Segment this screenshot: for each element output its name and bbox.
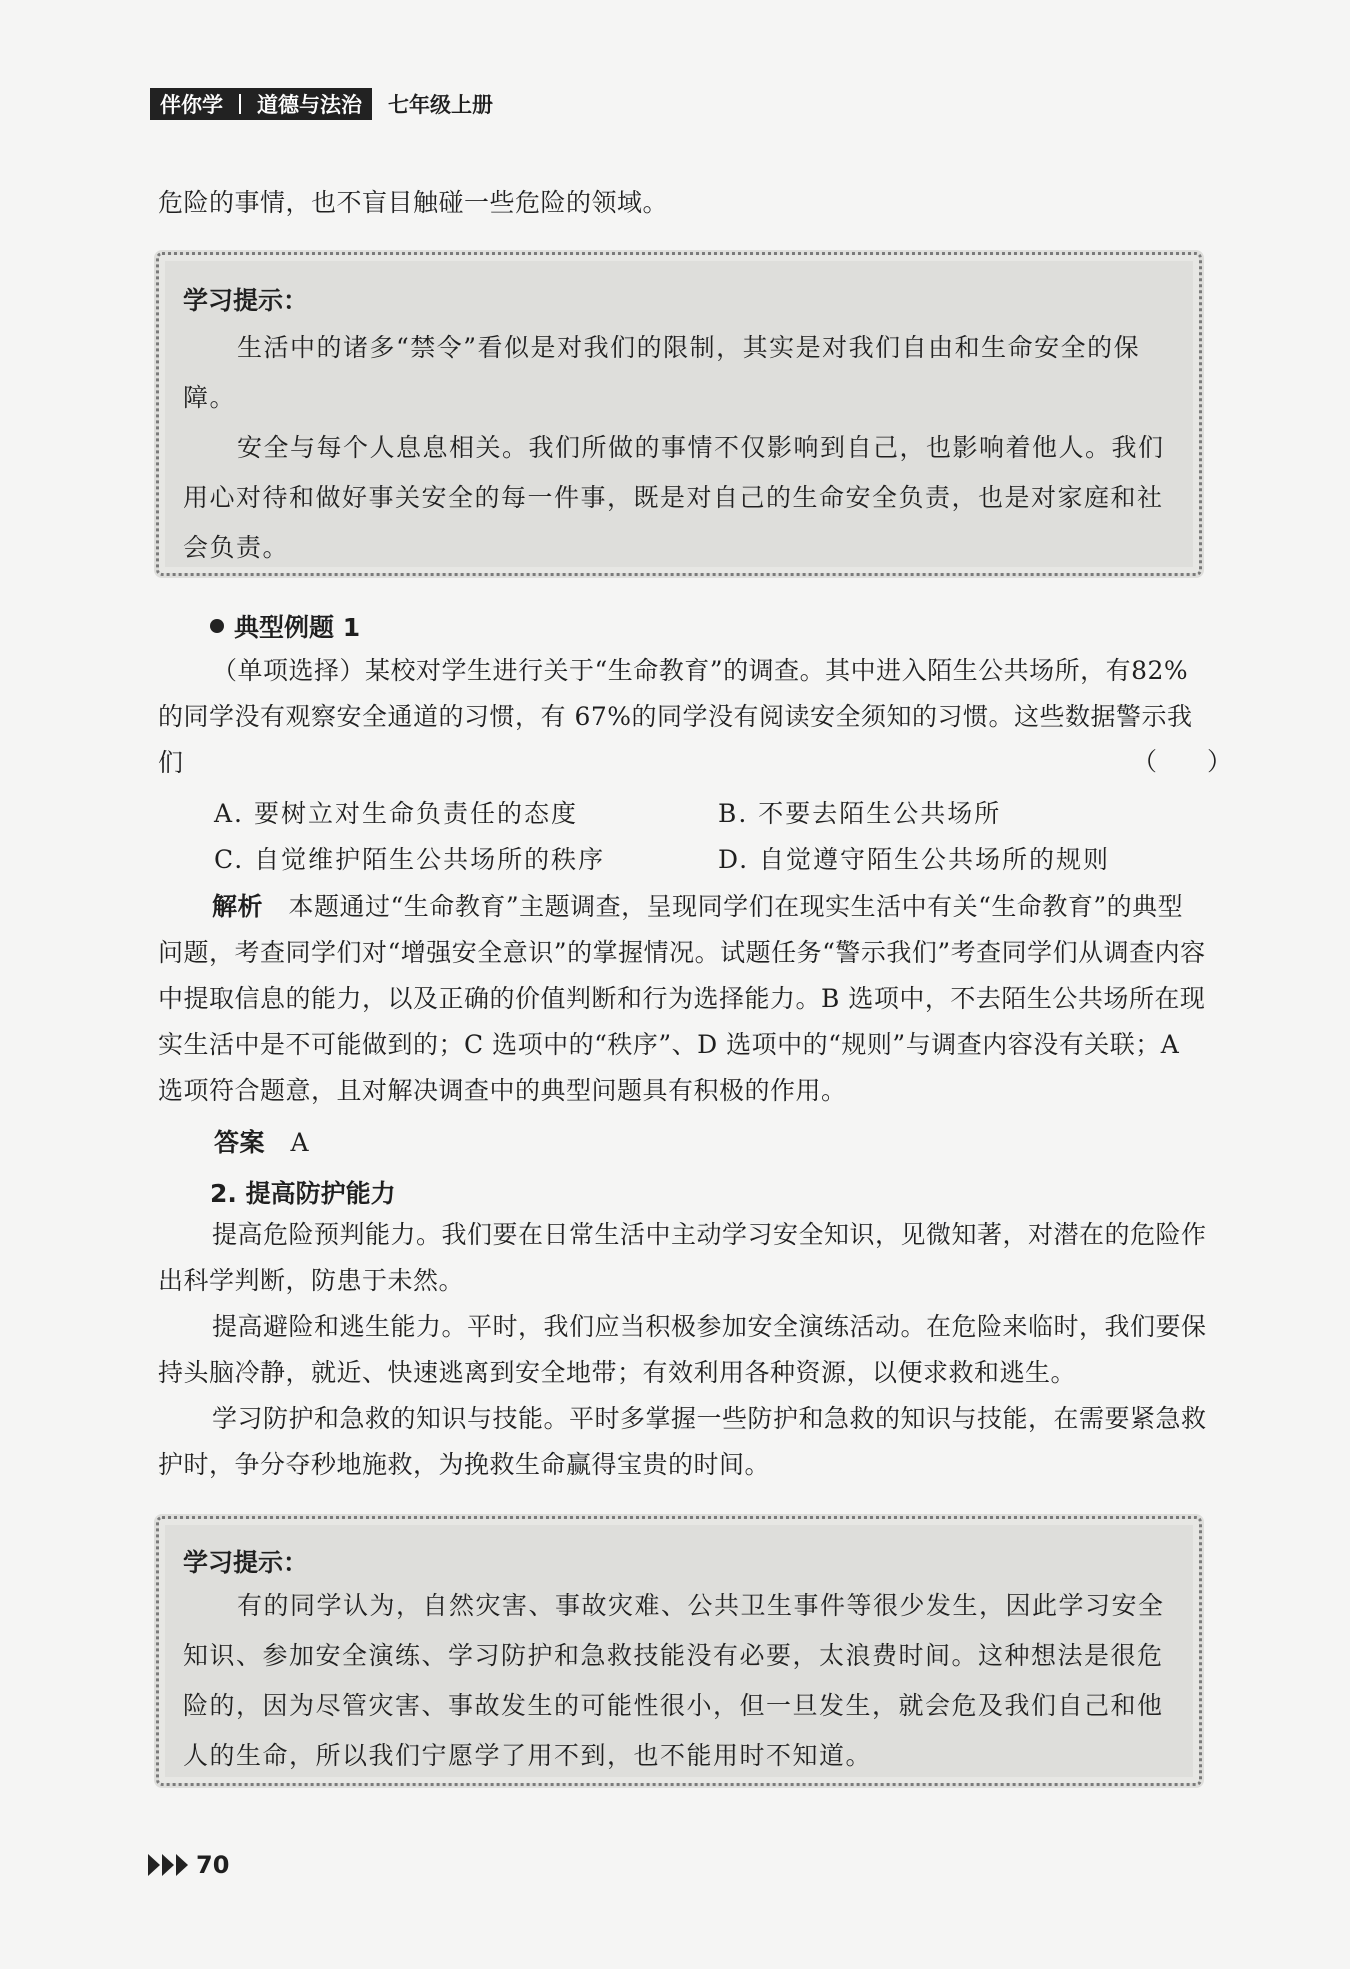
section-paragraph: 学习防护和急救的知识与技能。平时多掌握一些防护和急救的知识与技能，在需要紧急救护时，争分夺秒地施救，为挽救生命赢得宝贵的时间。 [158,1404,1207,1479]
subject-name: 道德与法治 [257,93,362,117]
answer-line [214,1120,1114,1166]
study-tip-box-1 [156,252,1202,576]
header-divider [239,94,241,114]
option-c: C. 自觉维护陌生公共场所的秩序 [214,845,606,874]
example-question: （单项选择）某校对学生进行关于“生命教育”的调查。其中进入陌生公共场所，有82%的同学没有观察安全通道的习惯，有 67%的同学没有阅读安全须知的习惯。这些数据警示我们 [158,656,1193,777]
series-name: 伴你学 [160,93,223,117]
option-d: D. 自觉遵守陌生公共场所的规则 [718,845,1111,874]
page-footer [148,1851,229,1879]
bullet-dot-icon [210,619,224,633]
grade-label: 七年级上册 [388,92,493,117]
option-a: A. 要树立对生命负责任的态度 [214,799,578,828]
section-title: 2. 提高防护能力 [210,1179,396,1208]
tip-paragraph: 有的同学认为，自然灾害、事故灾难、公共卫生事件等很少发生，因此学习安全知识、参加安全演练、学习防护和急救技能没有必要，太浪费时间。这种想法是很危险的，因为尽管灾害、事故发生的可能性很小，但一旦发生，就会危及我们自己和他人的生命，所以我们宁愿学了用不到，也不能用时不知道。 [183,1591,1165,1770]
analysis-text: 本题通过“生命教育”主题调查，呈现同学们在现实生活中有关“生命教育”的典型问题，考查同学们对“增强安全意识”的掌握情况。试题任务“警示我们”考查同学们从调查内容中提取信息的能力，以及正确的价值判断和行为选择能力。B 选项中，不去陌生公共场所在现实生活中是不可能做到的；C 选项中的“秩序”、D 选项中的“规则”与调查内容没有关联；A 选项符合题意，且对解决调查中的典型问题具有积极的作用。 [158,892,1206,1105]
answer-value: A [290,1128,310,1157]
analysis-label: 解析 [212,892,264,921]
page-number: 70 [196,1851,230,1879]
answer-label: 答案 [214,1128,266,1157]
section-paragraph: 提高危险预判能力。我们要在日常生活中主动学习安全知识，见微知著，对潜在的危险作出科学判断，防患于未然。 [158,1220,1207,1295]
section-paragraph: 提高避险和逃生能力。平时，我们应当积极参加安全演练活动。在危险来临时，我们要保持头脑冷静，就近、快速逃离到安全地带；有效利用各种资源，以便求救和逃生。 [158,1312,1207,1387]
tip-paragraph: 安全与每个人息息相关。我们所做的事情不仅影响到自己，也影响着他人。我们用心对待和做好事关安全的每一件事，既是对自己的生命安全负责，也是对家庭和社会负责。 [183,433,1165,562]
chevron-arrows-icon [148,1854,190,1876]
answer-bracket: （ ） [1132,747,1233,776]
analysis-block [158,884,1208,1114]
page-header [150,88,493,120]
intro-line: 危险的事情，也不盲目触碰一些危险的领域。 [158,188,669,217]
tip-paragraph: 生活中的诸多“禁令”看似是对我们的限制，其实是对我们自由和生命安全的保障。 [183,333,1141,412]
series-badge [150,88,372,120]
tip-title: 学习提示： [183,286,309,315]
option-b: B. 不要去陌生公共场所 [718,799,1002,828]
tip-title: 学习提示： [183,1548,309,1577]
example-title: 典型例题 1 [210,608,360,644]
study-tip-box-2 [156,1516,1202,1786]
